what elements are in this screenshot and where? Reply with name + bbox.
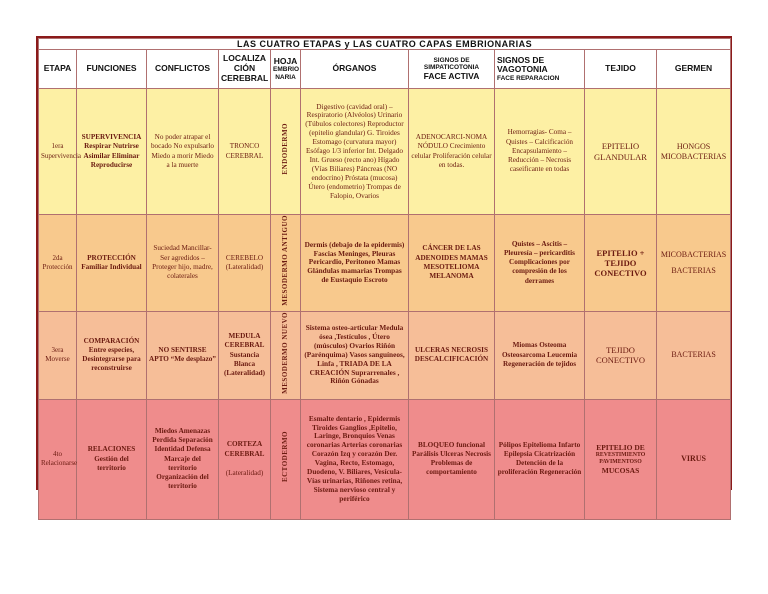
conflictos-cell: Miedos Amenazas Perdida Separación Identidad Defensa Marcaje del territorio Organización del territorio [147,399,219,519]
tejido-cell [585,399,657,519]
conflictos-cell: Suciedad Mancillar- Ser agredidos – Proteger hijo, madre, colaterales [147,215,219,312]
funciones-cell: COMPARACIÓN Entre especies, Desintegrarse para reconstruirse [77,311,147,399]
etapa-cell: 1era Supervivencia [39,89,77,215]
hoja-cell [271,311,301,399]
table-row-ectodermo [39,399,731,519]
header-conflictos: CONFLICTOS [147,50,219,89]
vagotonia-cell: Miomas Osteoma Osteosarcoma Leucemia Regeneración de tejidos [495,311,585,399]
organos-cell: Digestivo (cavidad oral) – Respiratorio (Alvéolos) Urinario (Túbulos colectores) Reproductor (epitelio glandular) G. Tiroides Estomago (curvatura mayor) Esófago 1/3 inferior Int. Delgado Int. Grueso (recto ano) Hígado (Vías Biliares) Páncreas (NO endocrino) Próstata (mucosa) Útero (endometrio) Trompas de Falopio, Ovarios [301,89,409,215]
vagotonia-cell: Hemorragias- Coma – Quistes – Calcificación Encapsulamiento – Reducción – Necrosis caseificante en todas [495,89,585,215]
header-organos: ÓRGANOS [301,50,409,89]
header-simpaticotonia-sub: SIGNOS DE SIMPATICOTONIA [423,56,480,72]
simpaticotonia-cell: CÁNCER DE LAS ADENOIDES MAMAS MESOTELIOMA MELANOMA [409,215,495,312]
hoja-label: MESODERMO ANTIGUO [280,215,289,306]
germen-primary: MICOBACTERIAS [660,249,727,259]
header-localizacion: LOCALIZA CIÓN CEREBRAL [219,50,271,89]
simpaticotonia-cell: ADENOCARCI-NOMA NÓDULO Crecimiento celular Proliferación celular en todas. [409,89,495,215]
hoja-cell [271,89,301,215]
germen-cell [657,215,731,312]
header-hoja-main: HOJA [273,55,298,66]
hoja-cell [271,215,301,312]
etapa-cell: 2da Protección [39,215,77,312]
funciones-cell: RELACIONES Gestión del territorio [77,399,147,519]
localizacion-cell: MEDULA CEREBRAL Sustancia Blanca (Lateralidad) [219,311,271,399]
simpaticotonia-cell: ULCERAS NECROSIS DESCALCIFICACIÓN [409,311,495,399]
germen-cell: BACTERIAS [657,311,731,399]
header-tejido: TEJIDO [585,50,657,89]
header-etapa: ETAPA [39,50,77,89]
tejido-cell: TEJIDO CONECTIVO [585,311,657,399]
header-funciones: FUNCIONES [77,50,147,89]
header-vagotonia [495,50,585,89]
tejido-cell: EPITELIO + TEJIDO CONECTIVO [585,215,657,312]
header-hoja-sub: EMBRIO NARIA [273,66,299,81]
etapa-cell: 3era Moverse [39,311,77,399]
header-hoja [271,50,301,89]
organos-cell: Esmalte dentario , Epidermis Tiroides Ganglios ,Epitelio, Laringe, Bronquios Venas coronarias Arterias coronarias Corazón Izq y corazón Der. Vagina, Recto, Estomago, Duodeno, V. Biliares, Vesícula- Vías urinarias, Riñones retina, Sistema nervioso central y periférico [301,399,409,519]
localizacion-secondary: (Lateralidad) [225,468,264,477]
header-vagotonia-main: SIGNOS DE VAGOTONIA [497,54,548,75]
header-vagotonia-sub: FACE REPARACION [497,75,560,83]
tejido-end: MUCOSAS [601,465,640,475]
hoja-label: ECTODERMO [280,431,289,483]
conflictos-cell: NO SENTIRSE APTO “Me desplazo” [147,311,219,399]
localizacion-cell [219,399,271,519]
germen-secondary: BACTERIAS [671,265,716,275]
funciones-cell: SUPERVIVENCIA Respirar Nutrirse Asimilar Eliminar Reproducirse [77,89,147,215]
header-simpaticotonia [409,50,495,89]
header-germen: GERMEN [657,50,731,89]
tejido-subtext: REVESTIMIENTO PAVIMENTOSO [595,452,646,466]
vagotonia-cell: Pólipos Epitelioma Infarto Epilepsia Cicatrización Detención de la proliferación Regeneración [495,399,585,519]
organos-cell: Sistema osteo-articular Medula ósea ,Testículos , Útero (músculos) Ovarios Riñón (Parénquima) Vasos sanguíneos, Linfa , TRIADA DE LA CREACIÓN Suprarrenales , Riñón Gónadas [301,311,409,399]
table-row-endodermo [39,89,731,215]
simpaticotonia-cell: BLOQUEO funcional Parálisis Ulceras Necrosis Problemas de comportamiento [409,399,495,519]
embryonic-layers-table-frame [36,36,732,503]
hoja-label: MESODERMO NUEVO [280,311,289,394]
localizacion-primary: CORTEZA CEREBRAL [224,440,265,458]
embryonic-layers-table [38,38,731,520]
conflictos-cell: No poder atrapar el bocado No expulsarlo Miedo a morir Miedo a la muerte [147,89,219,215]
etapa-cell: 4to Relacionarse [39,399,77,519]
table-row-mesodermo-nuevo [39,311,731,399]
localizacion-cell: CEREBELO (Lateralidad) [219,215,271,312]
header-simpaticotonia-main: FACE ACTIVA [423,70,480,81]
germen-cell: HONGOS MICOBACTERIAS [657,89,731,215]
funciones-cell: PROTECCIÓN Familiar Individual [77,215,147,312]
hoja-cell [271,399,301,519]
tejido-cell: EPITELIO GLANDULAR [585,89,657,215]
table-title: LAS CUATRO ETAPAS y LAS CUATRO CAPAS EMBRIONARIAS [39,39,731,50]
tejido-primary: EPITELIO DE [596,443,645,453]
localizacion-cell: TRONCO CEREBRAL [219,89,271,215]
organos-cell: Dermis (debajo de la epidermis) Fascias Meninges, Pleuras Pericardio, Peritoneo Mamas Glándulas mamarias Trompas de Eustaquio Escroto [301,215,409,312]
hoja-label: ENDODERMO [280,123,289,175]
germen-cell: VIRUS [657,399,731,519]
vagotonia-cell: Quistes – Ascitis – Pleuresía – pericarditis Complicaciones por compresión de los derrames [495,215,585,312]
table-row-mesodermo-antiguo [39,215,731,312]
